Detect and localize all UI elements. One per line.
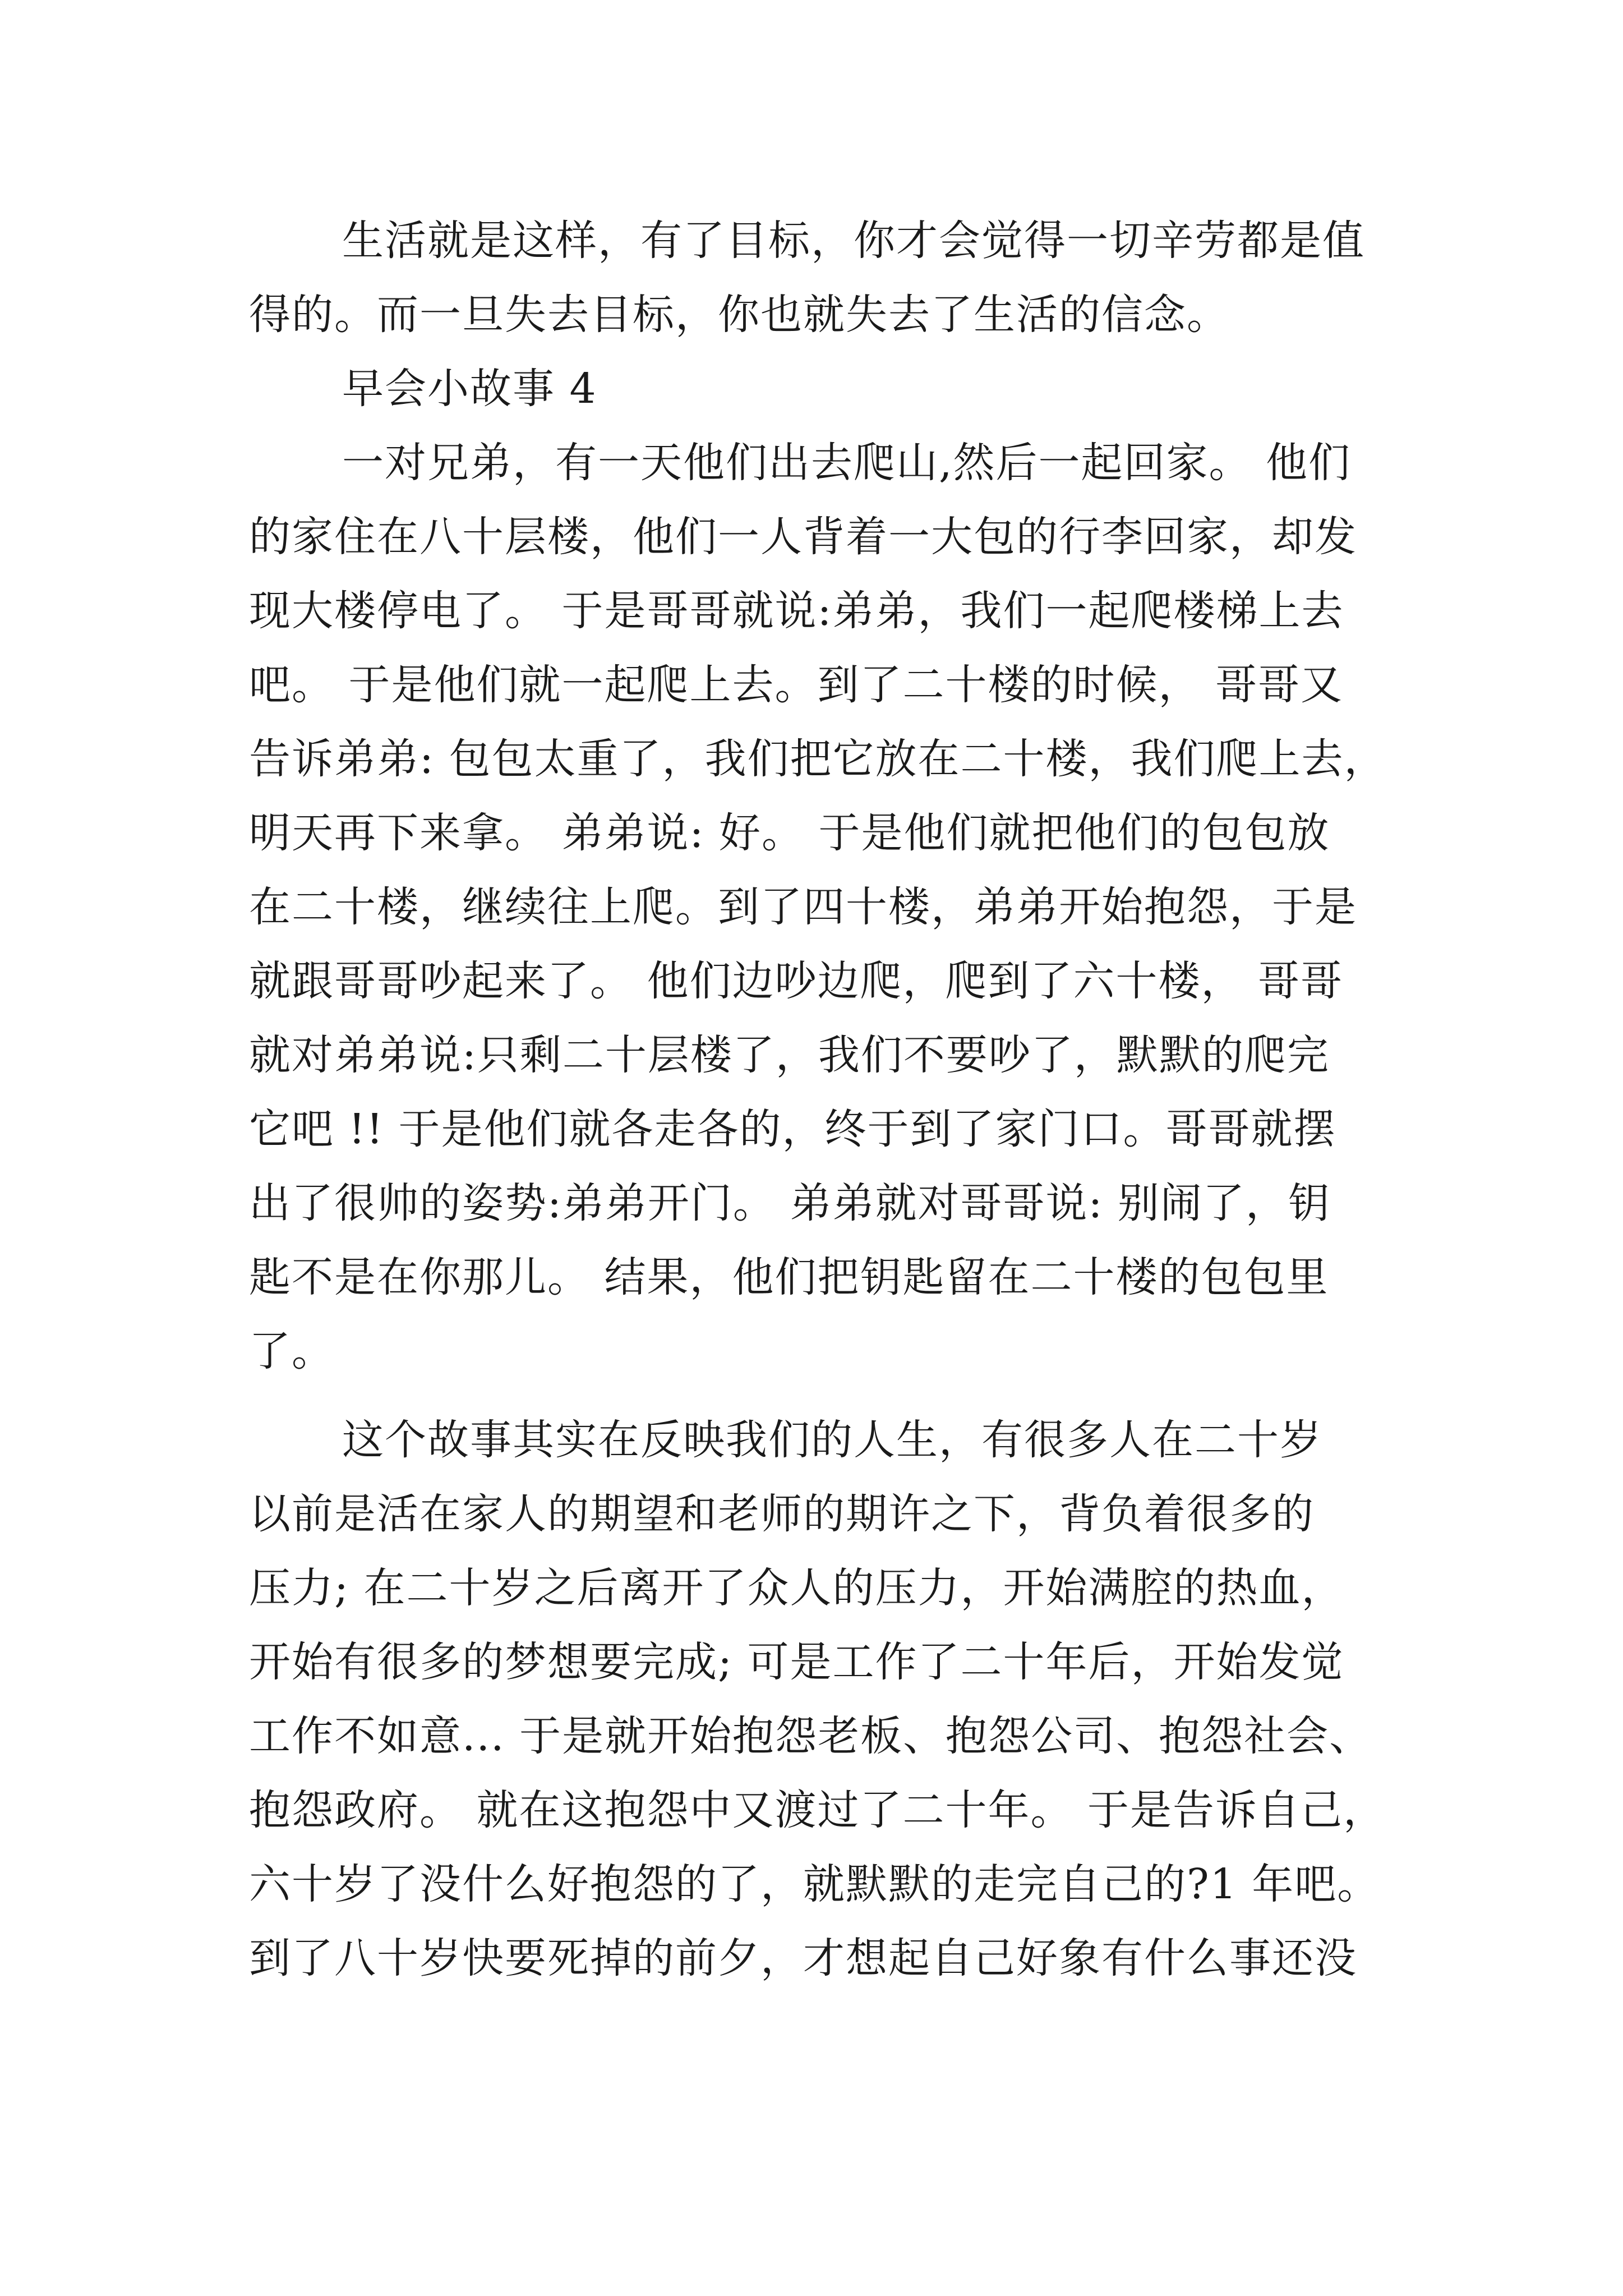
paragraph-line: 就跟哥哥吵起来了。 他们边吵边爬，爬到了六十楼， 哥哥 <box>249 957 1344 1005</box>
paragraph-line: 了。 <box>249 1327 334 1375</box>
paragraph-line: 得的。而一旦失去目标，你也就失去了生活的信念。 <box>249 291 1229 339</box>
paragraph-line: 以前是活在家人的期望和老师的期许之下，背负着很多的 <box>249 1490 1315 1538</box>
paragraph-line: 生活就是这样，有了目标，你才会觉得一切辛劳都是值 <box>342 217 1365 265</box>
paragraph-line: 在二十楼，继续往上爬。到了四十楼，弟弟开始抱怨，于是 <box>249 883 1357 931</box>
paragraph-line: 出了很帅的姿势:弟弟开门。 弟弟就对哥哥说: 别闹了，钥 <box>249 1179 1331 1227</box>
paragraph-line: 压力; 在二十岁之后离开了众人的压力，开始满腔的热血， <box>249 1564 1344 1612</box>
paragraph-line: 抱怨政府。 就在这抱怨中又渡过了二十年。 于是告诉自己， <box>249 1786 1386 1834</box>
paragraph-line: 这个故事其实在反映我们的人生，有很多人在二十岁 <box>342 1416 1322 1464</box>
paragraph-line: 告诉弟弟: 包包太重了，我们把它放在二十楼，我们爬上去， <box>249 735 1387 783</box>
paragraph-line: 六十岁了没什么好抱怨的了，就默默的走完自己的?1 年吧。 <box>249 1860 1380 1908</box>
paragraph-line: 明天再下来拿。 弟弟说: 好。 于是他们就把他们的包包放 <box>249 809 1330 857</box>
paragraph-line: 匙不是在你那儿。 结果，他们把钥匙留在二十楼的包包里 <box>249 1253 1329 1301</box>
paragraph-line: 就对弟弟说:只剩二十层楼了，我们不要吵了，默默的爬完 <box>249 1031 1330 1079</box>
paragraph-line: 一对兄弟，有一天他们出去爬山,然后一起回家。 他们 <box>342 439 1352 487</box>
section-heading: 早会小故事 4 <box>342 365 597 413</box>
paragraph-line: 开始有很多的梦想要完成; 可是工作了二十年后，开始发觉 <box>249 1638 1344 1686</box>
paragraph-line: 现大楼停电了。 于是哥哥就说:弟弟，我们一起爬楼梯上去 <box>249 587 1344 635</box>
paragraph-line: 工作不如意... 于是就开始抱怨老板、抱怨公司、抱怨社会、 <box>249 1712 1372 1760</box>
paragraph-line: 的家住在八十层楼，他们一人背着一大包的行李回家，却发 <box>249 513 1357 561</box>
paragraph-line: 吧。 于是他们就一起爬上去。到了二十楼的时候， 哥哥又 <box>249 661 1344 709</box>
paragraph-line: 到了八十岁快要死掉的前夕，才想起自己好象有什么事还没 <box>249 1934 1357 1982</box>
paragraph-line: 它吧 !! 于是他们就各走各的，终于到了家门口。哥哥就摆 <box>249 1105 1336 1153</box>
